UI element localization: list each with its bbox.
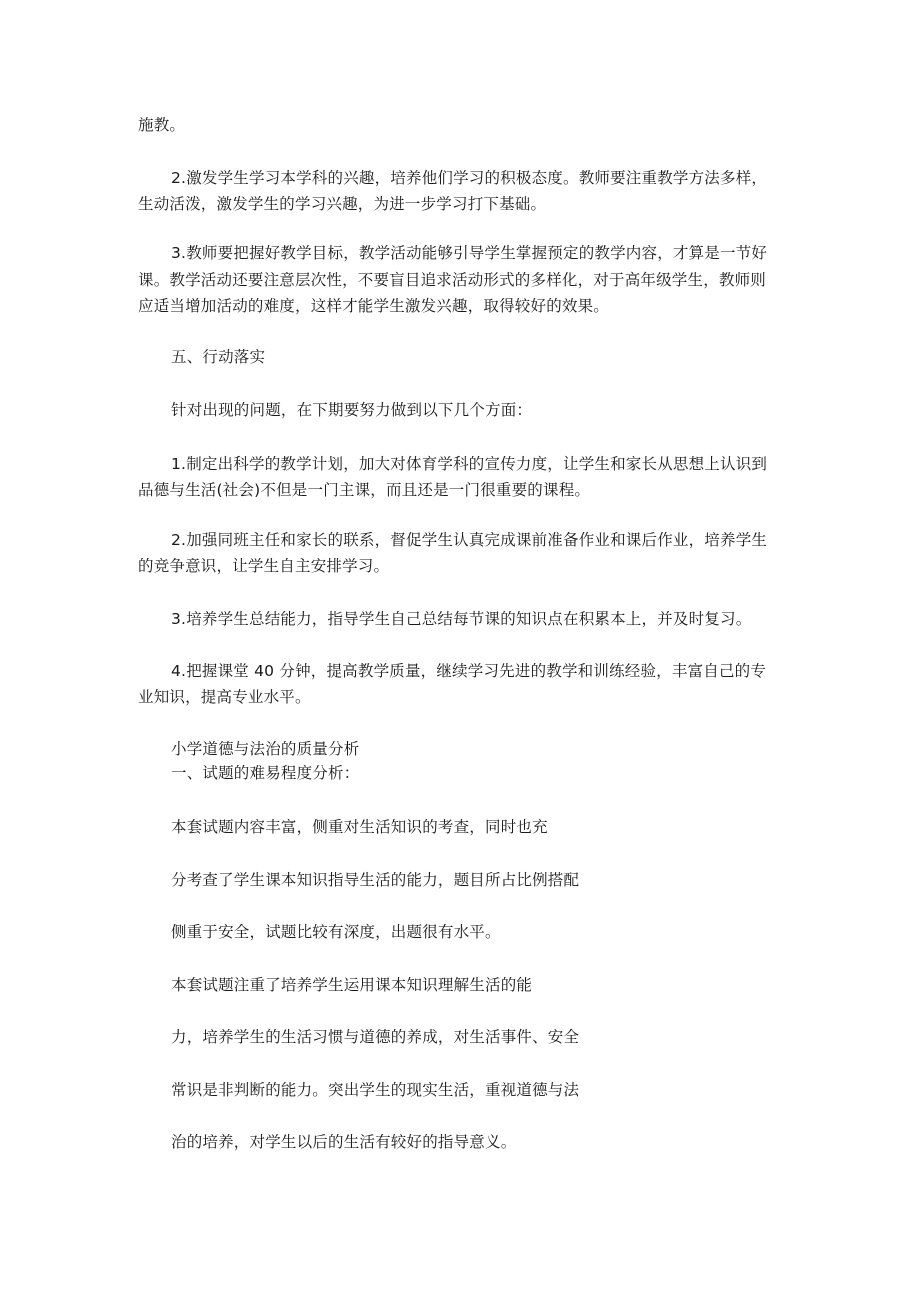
text-line: 3.培养学生总结能力，指导学生自己总结每节课的知识点在积累本上，并及时复习。: [171, 610, 752, 628]
text-line: 施教。: [138, 116, 186, 134]
text-line: 的竞争意识，让学生自主安排学习。: [138, 557, 390, 575]
text-line: 课。教学活动还要注意层次性，不要盲目追求活动形式的多样化，对于高年级学生，教师则: [138, 271, 767, 289]
text-line: 4.把握课堂 40 分钟，提高教学质量，继续学习先进的教学和训练经验，丰富自己的专: [171, 662, 767, 680]
article-title: 小学道德与法治的质量分析: [171, 740, 360, 758]
section-heading: 五、行动落实: [171, 348, 266, 366]
text-line: 业知识，提高专业水平。: [138, 688, 311, 706]
text-line: 2.激发学生学习本学科的兴趣，培养他们学习的积极态度。教师要注重教学方法多样，: [171, 169, 768, 187]
text-line: 2.加强同班主任和家长的联系，督促学生认真完成课前准备作业和课后作业，培养学生: [171, 531, 768, 549]
text-line: 治的培养，对学生以后的生活有较好的指导意义。: [171, 1133, 517, 1151]
text-line: 3.教师要把握好教学目标，教学活动能够引导学生掌握预定的教学内容，才算是一节好: [171, 244, 768, 262]
text-line: 侧重于安全，试题比较有深度，出题很有水平。: [171, 923, 501, 941]
text-line: 针对出现的问题，在下期要努力做到以下几个方面：: [171, 401, 533, 419]
text-line: 本套试题注重了培养学生运用课本知识理解生活的能: [171, 976, 533, 994]
text-line: 生动活泼，激发学生的学习兴趣，为进一步学习打下基础。: [138, 195, 547, 213]
text-line: 常识是非判断的能力。突出学生的现实生活，重视道德与法: [171, 1081, 580, 1099]
text-line: 力，培养学生的生活习惯与道德的养成，对生活事件、安全: [171, 1028, 580, 1046]
section-heading: 一、试题的难易程度分析：: [171, 764, 360, 782]
text-line: 分考查了学生课本知识指导生活的能力，题目所占比例搭配: [171, 871, 580, 889]
text-line: 1.制定出科学的教学计划，加大对体育学科的宣传力度，让学生和家长从思想上认识到: [171, 455, 768, 473]
text-line: 本套试题内容丰富，侧重对生活知识的考查，同时也充: [171, 818, 548, 836]
text-line: 品德与生活(社会)不但是一门主课，而且还是一门很重要的课程。: [138, 481, 591, 499]
text-line: 应适当增加活动的难度，这样才能学生激发兴趣，取得较好的效果。: [138, 297, 610, 315]
